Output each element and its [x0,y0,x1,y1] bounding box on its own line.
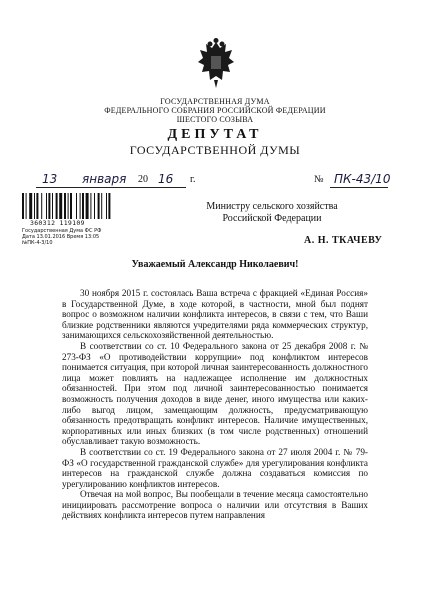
stamp-org: Государственная Дума ФС РФ [22,228,102,234]
paragraph: В соответствии со ст. 10 Федерального закона от 25 декабря 2008 г. № 273-ФЗ «О противодействии коррупции» под конфликтом интересов понимается ситуация, при которой личная заинтересованность должностного лица может повлиять на надлежащее исполнение им должностных обязанностей. При этом под личной заинтересованностью понимается возможность получения доходов в виде денег, иного имущества или каких-либо выгод лицом, замещающим должность, предусматривающую обязанность предотвращать конфликт интересов. Наличие имущественных, корпоративных или иных близких (в том числе родственных) отношений обуславливает такую возможность. [62,340,368,447]
addressee-position: Министру сельского хозяйства [206,201,338,212]
barcode-bar [41,193,42,219]
barcode-bar [106,193,107,219]
barcode-bar [59,193,62,219]
number-label: № [314,174,324,185]
barcode-bar [52,193,53,219]
barcode-bar [101,193,102,219]
header-subtitle: ГОСУДАРСТВЕННОЙ ДУМЫ [129,143,301,157]
barcode-bar [22,193,24,219]
number-underline [330,187,388,188]
barcode-icon [20,193,138,219]
header-line-duma: ГОСУДАРСТВЕННАЯ ДУМА [160,97,270,106]
paragraph: 30 ноября 2015 г. состоялась Ваша встреча с фракцией «Единая Россия» в Государственной Думе, в ходе которой, в частности, мной был поднят вопрос о возможном наличии конфликта интересов, в связи с тем, что Ваши близкие родственники являются учредителями ряда коммерческих структур, занимающихся сельскохозяйственной деятельностью. [62,288,368,341]
date-month: января [82,172,127,186]
barcode-bar [68,193,69,219]
date-underline [36,187,186,188]
barcode-bar [34,193,35,219]
barcode-bar [94,193,95,219]
paragraph: В соответствии со ст. 19 Федерального закона от 27 июля 2004 г. № 79-ФЗ «О государственной гражданской службе» для урегулирования конфликта интересов на гражданской службе должна создаваться комиссия по урегулированию конфликтов интересов. [62,446,368,489]
header-line-convocation: ШЕСТОГО СОЗЫВА [176,115,254,124]
salutation: Уважаемый Александр Николаевич! [131,259,299,270]
barcode-bar [46,193,47,219]
barcode-bar [86,193,89,219]
coat-of-arms-icon [194,38,238,92]
addressee-name: А. Н. ТКАЧЕВУ [304,235,383,246]
barcode-bar [36,193,38,219]
barcode-bar [98,193,100,219]
document-number: ПК-43/10 [334,172,391,186]
addressee-country: Российской Федерации [222,213,322,224]
barcode-bar [48,193,50,219]
barcode-bar [82,193,84,219]
barcode-bar [108,193,110,219]
barcode-bar [26,193,27,219]
barcode-bar [70,193,72,219]
barcode-bar [80,193,81,219]
header-line-assembly: ФЕДЕРАЛЬНОГО СОБРАНИЯ РОССИЙСКОЙ ФЕДЕРАЦИИ [104,106,326,115]
header-title: ДЕПУТАТ [167,127,263,142]
stamp-number: №ПК-4-3/10 [22,240,53,246]
barcode-bar [76,193,77,219]
registration-stamp [20,193,140,259]
paragraph: Отвечая на мой вопрос, Вы пообещали в течение месяца самостоятельно инициировать рассмотрение вопроса о наличии или отсутствия в Ваших действиях конфликта интересов путем направления [62,489,368,521]
date-year-prefix: 20 [138,174,148,185]
barcode-bar [29,193,32,219]
letter-body [62,288,368,521]
date-day: 13 [42,172,58,186]
barcode-bar [90,193,91,219]
barcode-bar [64,193,66,219]
barcode-number: 360312 119109 [30,219,85,227]
date-g: г. [190,174,196,185]
date-year-suffix: 16 [158,172,174,186]
date-row [20,174,420,190]
barcode-bar [56,193,58,219]
stamp-datetime: Дата 13.01.2016 Время 13:05 [22,234,100,240]
